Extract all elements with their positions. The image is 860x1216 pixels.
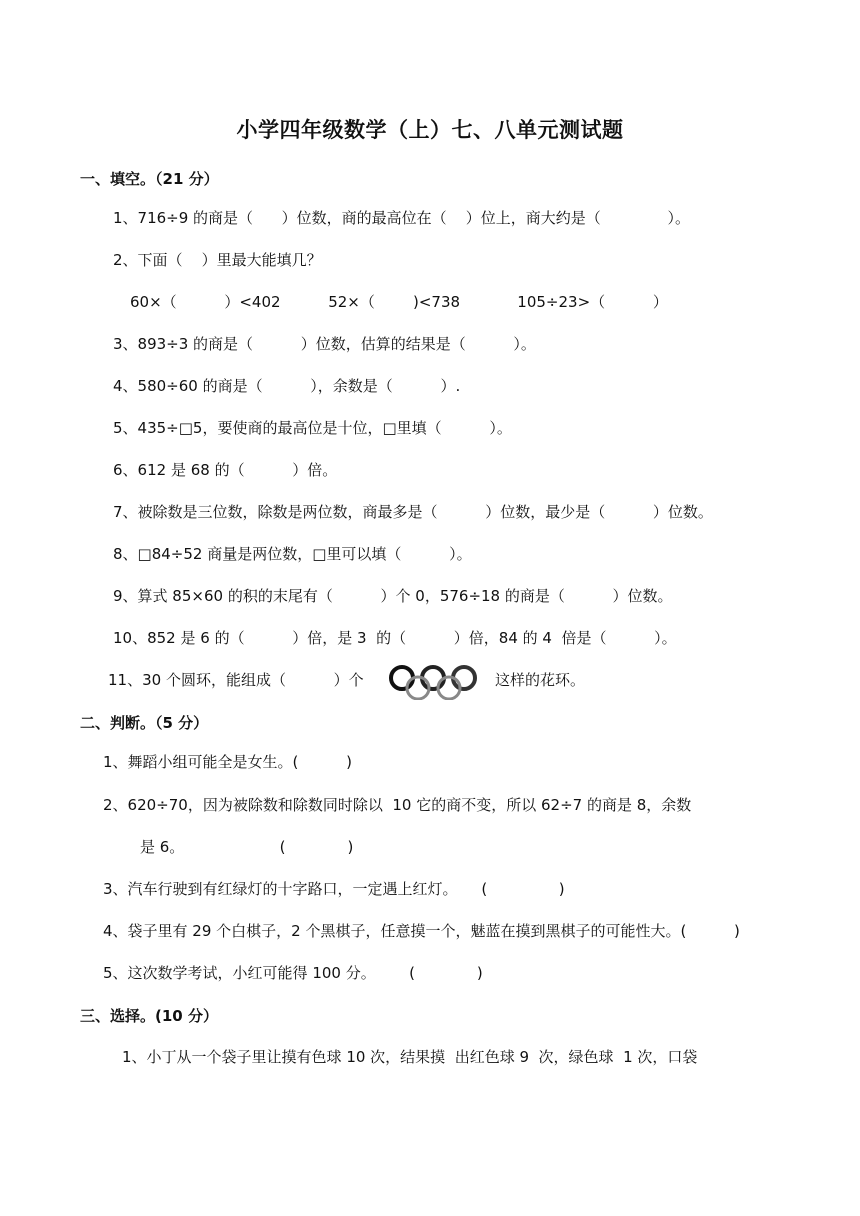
fill-q10: 10、852 是 6 的（ ）倍，是 3 的（ ）倍，84 的 4 倍是（ ）。 [113,629,677,647]
section-judge: 二、判断。（5 分） [80,714,209,732]
judge-q2-continued: 是 6。 ( ) [140,838,354,856]
fill-q11: 11、30 个圆环，能组成（ ）个 [108,671,364,689]
fill-q2-items: 60×（ ）<402 52×（ )<738 105÷23>（ ） [130,293,668,311]
judge-q5: 5、这次数学考试，小红可能得 100 分。 ( ) [103,964,483,982]
fill-q11-suffix: 这样的花环。 [495,671,586,689]
fill-q8: 8、□84÷52 商量是两位数，□里可以填（ ）。 [113,545,472,563]
fill-q7: 7、被除数是三位数，除数是两位数，商最多是（ ）位数，最少是（ ）位数。 [113,503,713,521]
fill-q3: 3、893÷3 的商是（ ）位数，估算的结果是（ ）。 [113,335,536,353]
fill-q9: 9、算式 85×60 的积的末尾有（ ）个 0，576÷18 的商是（ ）位数。 [113,587,673,605]
judge-q1: 1、舞蹈小组可能全是女生。( ) [103,753,352,771]
section-choice: 三、选择。(10 分） [80,1007,218,1025]
fill-q2: 2、下面（ ）里最大能填几？ [113,251,322,269]
fill-q5: 5、435÷□5，要使商的最高位是十位，□里填（ ）。 [113,419,512,437]
section-fill-blank: 一、填空。（21 分） [80,170,219,188]
fill-q4: 4、580÷60 的商是（ ），余数是（ ）. [113,377,461,395]
fill-q1: 1、716÷9 的商是（ ）位数，商的最高位在（ ）位上，商大约是（ ）。 [113,209,690,227]
fill-q6: 6、612 是 68 的（ ）倍。 [113,461,338,479]
page-title: 小学四年级数学（上）七、八单元测试题 [236,118,624,142]
olympic-rings-icon [388,664,478,700]
judge-q4: 4、袋子里有 29 个白棋子，2 个黑棋子，任意摸一个，魅蓝在摸到黑棋子的可能性大。( ) [103,922,740,940]
judge-q3: 3、汽车行驶到有红绿灯的十字路口，一定遇上红灯。 ( ) [103,880,565,898]
judge-q2: 2、620÷70，因为被除数和除数同时除以 10 它的商不变，所以 62÷7 的商是 8，余数 [103,796,692,814]
choice-q1: 1、小丁从一个袋子里让摸有色球 10 次，结果摸 出红色球 9 次，绿色球 1 次，口袋 [122,1048,698,1066]
